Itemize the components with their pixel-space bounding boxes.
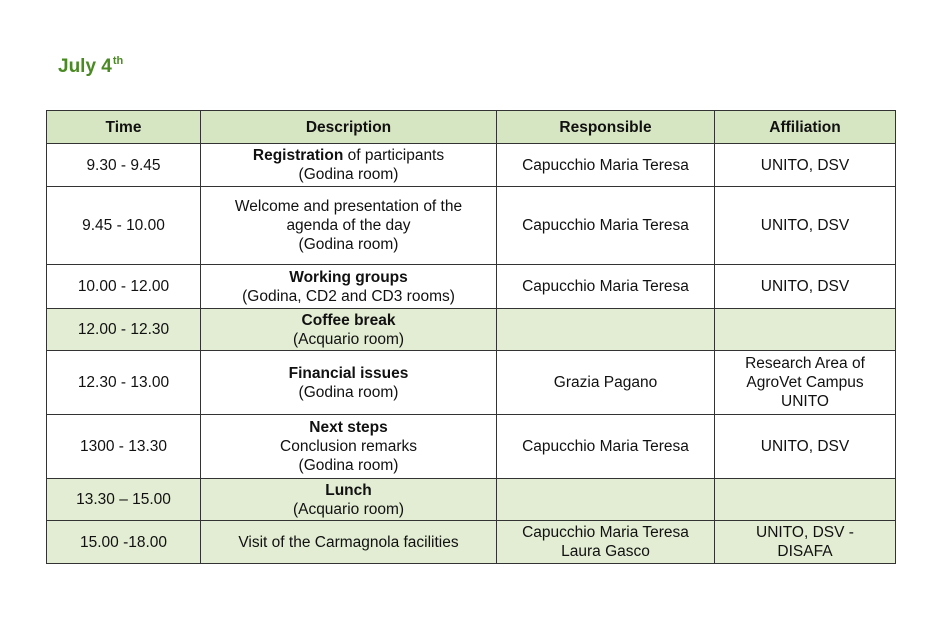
table-row <box>47 265 896 309</box>
title-text: July 4 <box>58 56 112 77</box>
affiliation-text: AgroVet Campus <box>746 374 864 391</box>
description-cell <box>201 144 497 187</box>
table-row <box>47 309 896 351</box>
agenda-table <box>46 110 896 564</box>
description-room: (Godina room) <box>298 457 399 474</box>
affiliation-text: Research Area of <box>745 355 865 372</box>
table-row <box>47 144 896 187</box>
description-text: agenda of the day <box>286 217 411 234</box>
affiliation-cell: UNITO, DSV <box>715 265 896 309</box>
table-row <box>47 479 896 521</box>
header-description: Description <box>201 111 497 144</box>
time-cell: 9.30 - 9.45 <box>47 144 201 187</box>
time-cell: 10.00 - 12.00 <box>47 265 201 309</box>
header-time: Time <box>47 111 201 144</box>
affiliation-text: DISAFA <box>777 543 833 560</box>
description-room: (Godina room) <box>298 166 399 183</box>
description-title: Lunch <box>325 481 372 499</box>
affiliation-text: UNITO, DSV - <box>756 524 854 541</box>
responsible-cell: Capucchio Maria Teresa <box>497 265 715 309</box>
description-title: Financial issues <box>288 364 409 382</box>
description-room: (Acquario room) <box>292 500 405 518</box>
page-title <box>58 55 123 78</box>
responsible-cell <box>497 309 715 351</box>
table-row <box>47 187 896 265</box>
table-header-row <box>47 111 896 144</box>
description-room: (Acquario room) <box>292 330 405 348</box>
header-affiliation: Affiliation <box>715 111 896 144</box>
description-cell <box>201 265 497 309</box>
description-room: (Godina room) <box>298 383 399 401</box>
description-cell <box>201 309 497 351</box>
responsible-cell: Capucchio Maria Teresa <box>497 415 715 479</box>
affiliation-cell: UNITO, DSV <box>715 415 896 479</box>
time-cell: 12.00 - 12.30 <box>47 309 201 351</box>
description-title: Registration <box>252 147 344 164</box>
description-cell <box>201 187 497 265</box>
responsible-text: Capucchio Maria Teresa <box>522 524 689 541</box>
table-row <box>47 521 896 564</box>
time-cell: 13.30 – 15.00 <box>47 479 201 521</box>
affiliation-cell <box>715 521 896 564</box>
table-row <box>47 351 896 415</box>
responsible-cell: Grazia Pagano <box>497 351 715 415</box>
responsible-cell: Capucchio Maria Teresa <box>497 144 715 187</box>
title-superscript: th <box>112 55 124 67</box>
description-cell <box>201 351 497 415</box>
affiliation-cell: UNITO, DSV <box>715 144 896 187</box>
description-text: of participants <box>343 147 445 164</box>
affiliation-text: UNITO <box>781 393 829 410</box>
description-title: Next steps <box>309 419 388 436</box>
affiliation-cell <box>715 351 896 415</box>
description-cell: Visit of the Carmagnola facilities <box>201 521 497 564</box>
responsible-cell <box>497 521 715 564</box>
responsible-text: Laura Gasco <box>561 543 650 560</box>
affiliation-cell <box>715 309 896 351</box>
affiliation-cell <box>715 479 896 521</box>
description-title: Coffee break <box>301 311 396 329</box>
time-cell: 15.00 -18.00 <box>47 521 201 564</box>
time-cell: 9.45 - 10.00 <box>47 187 201 265</box>
description-text: Conclusion remarks <box>280 438 417 455</box>
description-text: Welcome and presentation of the <box>234 198 463 215</box>
description-title: Working groups <box>289 268 408 286</box>
description-cell <box>201 479 497 521</box>
description-cell <box>201 415 497 479</box>
time-cell: 12.30 - 13.00 <box>47 351 201 415</box>
time-cell: 1300 - 13.30 <box>47 415 201 479</box>
header-responsible: Responsible <box>497 111 715 144</box>
responsible-cell <box>497 479 715 521</box>
responsible-cell: Capucchio Maria Teresa <box>497 187 715 265</box>
affiliation-cell: UNITO, DSV <box>715 187 896 265</box>
description-room: (Godina room) <box>298 236 399 253</box>
description-room: (Godina, CD2 and CD3 rooms) <box>242 287 455 305</box>
table-row <box>47 415 896 479</box>
